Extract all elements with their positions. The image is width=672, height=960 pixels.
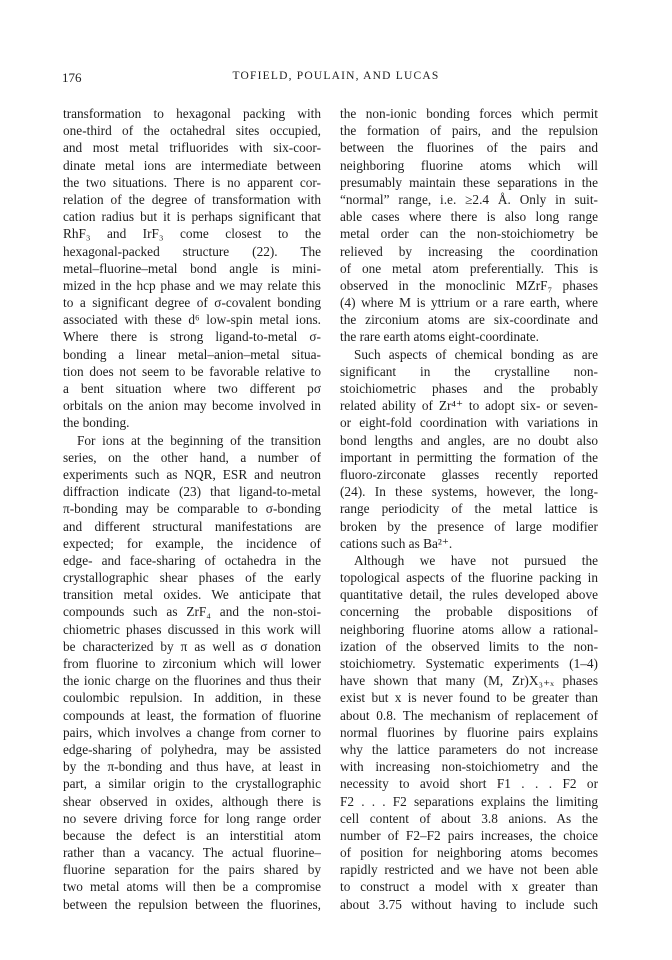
text-line: metal–fluorine–metal bond angle is mini- bbox=[63, 260, 321, 276]
text-line: fluorine separation for the pairs shared by bbox=[63, 862, 321, 878]
text-line: F2 . . . F2 separations explains the limiting bbox=[340, 793, 598, 809]
text-line: bonding a linear metal–anion–metal situa- bbox=[63, 346, 321, 362]
text-line: Such aspects of chemical bonding as are bbox=[354, 346, 598, 362]
text-line: part, a similar origin to the crystallographic bbox=[63, 776, 321, 792]
text-line: compounds such as ZrF₄ and the non-stoi- bbox=[63, 604, 321, 620]
text-line: and most metal trifluorides with six-coor- bbox=[63, 140, 321, 156]
text-line: have shown that many (M, Zr)X₃₊ₓ phases bbox=[340, 673, 598, 689]
text-line: between the fluorines of the pairs and bbox=[340, 140, 598, 156]
text-line: stoichiometry. Systematic experiments (1–4) bbox=[340, 656, 598, 671]
text-line: (24). In these systems, however, the long- bbox=[340, 484, 598, 500]
text-line: orbitals on the anion may become involved in bbox=[63, 398, 321, 414]
text-line: broken by the presence of large modifier bbox=[340, 518, 598, 534]
text-line: significant in the crystalline non- bbox=[340, 363, 598, 379]
text-line: no severe driving force for long range order bbox=[63, 810, 321, 826]
right-text-column bbox=[340, 105, 598, 913]
text-line: to construct a model with x greater than bbox=[340, 879, 598, 895]
text-line: ization of the observed limits to the non- bbox=[340, 638, 598, 654]
text-line: the zirconium atoms are six-coordinate and bbox=[340, 312, 598, 328]
text-line: fluoro-zirconate glasses recently reported bbox=[340, 466, 598, 482]
text-line: related ability of Zr⁴⁺ to adopt six- or seven- bbox=[340, 398, 598, 414]
left-text-column bbox=[63, 105, 321, 913]
text-line: π-bonding may be comparable to σ-bonding bbox=[63, 501, 321, 517]
text-line: between the repulsion between the fluorines, bbox=[63, 896, 321, 912]
text-line: rather than a vacancy. The actual fluorine– bbox=[63, 845, 321, 861]
text-line: the bonding. bbox=[63, 415, 130, 431]
text-line: cation radius but it is perhaps significant that bbox=[63, 209, 321, 225]
text-line: pairs, which involves a change from corner to bbox=[63, 724, 321, 740]
text-line: the two situations. There is no apparent cor- bbox=[63, 174, 321, 190]
text-line: For ions at the beginning of the transition bbox=[77, 432, 321, 448]
text-line: RhF₃ and IrF₃ come closest to the bbox=[63, 226, 321, 242]
text-line: to a significant degree of σ-covalent bonding bbox=[63, 295, 321, 311]
text-line: a bent situation where two different pσ bbox=[63, 381, 321, 396]
text-line: able cases where there is also long range bbox=[340, 209, 598, 225]
text-line: relieved by increasing the coordination bbox=[340, 243, 598, 259]
text-line: two metal atoms will then be a compromise bbox=[63, 879, 321, 895]
text-line: “normal” range, i.e. ≥2.4 Å. Only in suit- bbox=[340, 191, 598, 207]
text-line: expected; for example, the incidence of bbox=[63, 535, 321, 551]
text-line: presumably maintain these separations in the bbox=[340, 174, 598, 190]
text-line: edge- and face-sharing of octahedra in the bbox=[63, 552, 321, 568]
text-line: quantitative detail, the rules developed above bbox=[340, 587, 598, 603]
text-line: metal order can the non-stoichiometry be bbox=[340, 226, 598, 242]
text-line: stoichiometric phases and the probably bbox=[340, 381, 598, 396]
text-line: transition metal oxides. We anticipate that bbox=[63, 587, 321, 603]
running-header bbox=[62, 70, 610, 90]
text-line: by the π-bonding and thus have, at least in bbox=[63, 759, 321, 775]
text-line: dinate metal ions are intermediate between bbox=[63, 157, 321, 173]
text-line: the ionic charge on the fluorines and thus their bbox=[63, 673, 321, 689]
text-line: the formation of pairs, and the repulsion bbox=[340, 123, 598, 139]
text-line: diffraction indicate (23) that ligand-to-metal bbox=[63, 484, 321, 500]
text-line: cell content of about 3.8 anions. As the bbox=[340, 810, 598, 826]
text-line: observed in the monoclinic MZrF₇ phases bbox=[340, 277, 598, 293]
text-line: about 3.75 without having to include such bbox=[340, 896, 598, 912]
text-line: or eight-fold coordination with variations in bbox=[340, 415, 598, 431]
text-line: exist but x is never found to be greater than bbox=[340, 690, 598, 706]
text-line: because the defect is an interstitial atom bbox=[63, 827, 321, 843]
text-line: compounds at least, the formation of fluorine bbox=[63, 707, 321, 723]
text-line: tion does not seem to be favorable relative to bbox=[63, 363, 321, 379]
text-line: and different structural manifestations are bbox=[63, 518, 321, 534]
text-line: necessity to avoid short F1 . . . F2 or bbox=[340, 776, 598, 792]
text-line: the rare earth atoms eight-coordinate. bbox=[340, 329, 539, 345]
text-line: series, on the other hand, a number of bbox=[63, 449, 321, 465]
text-line: with increasing non-stoichiometry and the bbox=[340, 759, 598, 775]
running-title: TOFIELD, POULAIN, AND LUCAS bbox=[232, 70, 440, 82]
text-line: coulombic repulsion. In addition, in these bbox=[63, 690, 321, 706]
text-line: crystallographic shear phases of the early bbox=[63, 570, 321, 586]
text-line: important in permitting the formation of the bbox=[340, 449, 598, 465]
text-line: from fluorine to zirconium which will lower bbox=[63, 656, 321, 671]
text-line: bond lengths and angles, are no doubt also bbox=[340, 432, 598, 448]
text-line: experiments such as NQR, ESR and neutron bbox=[63, 466, 321, 482]
text-line: neighboring fluorine atoms which will bbox=[340, 157, 598, 173]
text-line: Although we have not pursued the bbox=[354, 552, 598, 568]
text-line: neighboring fluorine atoms allow a rational- bbox=[340, 621, 598, 637]
text-line: relation of the degree of transformation with bbox=[63, 191, 321, 207]
text-line: hexagonal-packed structure (22). The bbox=[63, 243, 321, 259]
text-line: of position for neighboring atoms becomes bbox=[340, 845, 598, 861]
text-line: the non-ionic bonding forces which permit bbox=[340, 106, 598, 121]
page-number: 176 bbox=[62, 70, 82, 85]
text-line: edge-sharing of polyhedra, may be assisted bbox=[63, 741, 321, 757]
text-line: mized in the hcp phase and we may relate this bbox=[63, 277, 321, 293]
text-line: number of F2–F2 pairs increases, the choice bbox=[340, 827, 598, 843]
text-line: rapidly restricted and we have not been able bbox=[340, 862, 598, 878]
text-line: (4) where M is yttrium or a rare earth, where bbox=[340, 295, 598, 311]
text-line: Where there is strong ligand-to-metal σ- bbox=[63, 329, 321, 345]
text-line: chiometric phases discussed in this work will bbox=[63, 621, 321, 637]
text-line: about 0.8. The mechanism of replacement of bbox=[340, 707, 598, 723]
text-line: associated with these d⁶ low-spin metal ions. bbox=[63, 312, 321, 328]
text-line: why the lattice parameters do not increase bbox=[340, 741, 598, 757]
text-line: normal fluorines by fluorine pairs explains bbox=[340, 724, 598, 740]
text-line: be characterized by π as well as σ donation bbox=[63, 638, 321, 654]
text-line: concerning the probable dispositions of bbox=[340, 604, 598, 620]
text-line: shear observed in oxides, although there is bbox=[63, 793, 321, 809]
text-line: topological aspects of the fluorine packing in bbox=[340, 570, 598, 586]
text-line: transformation to hexagonal packing with bbox=[63, 106, 321, 121]
text-line: cations such as Ba²⁺. bbox=[340, 535, 453, 551]
text-line: one-third of the octahedral sites occupied, bbox=[63, 123, 321, 139]
text-line: of one metal atom preferentially. This is bbox=[340, 260, 598, 276]
text-line: range periodicity of the metal lattice is bbox=[340, 501, 598, 517]
